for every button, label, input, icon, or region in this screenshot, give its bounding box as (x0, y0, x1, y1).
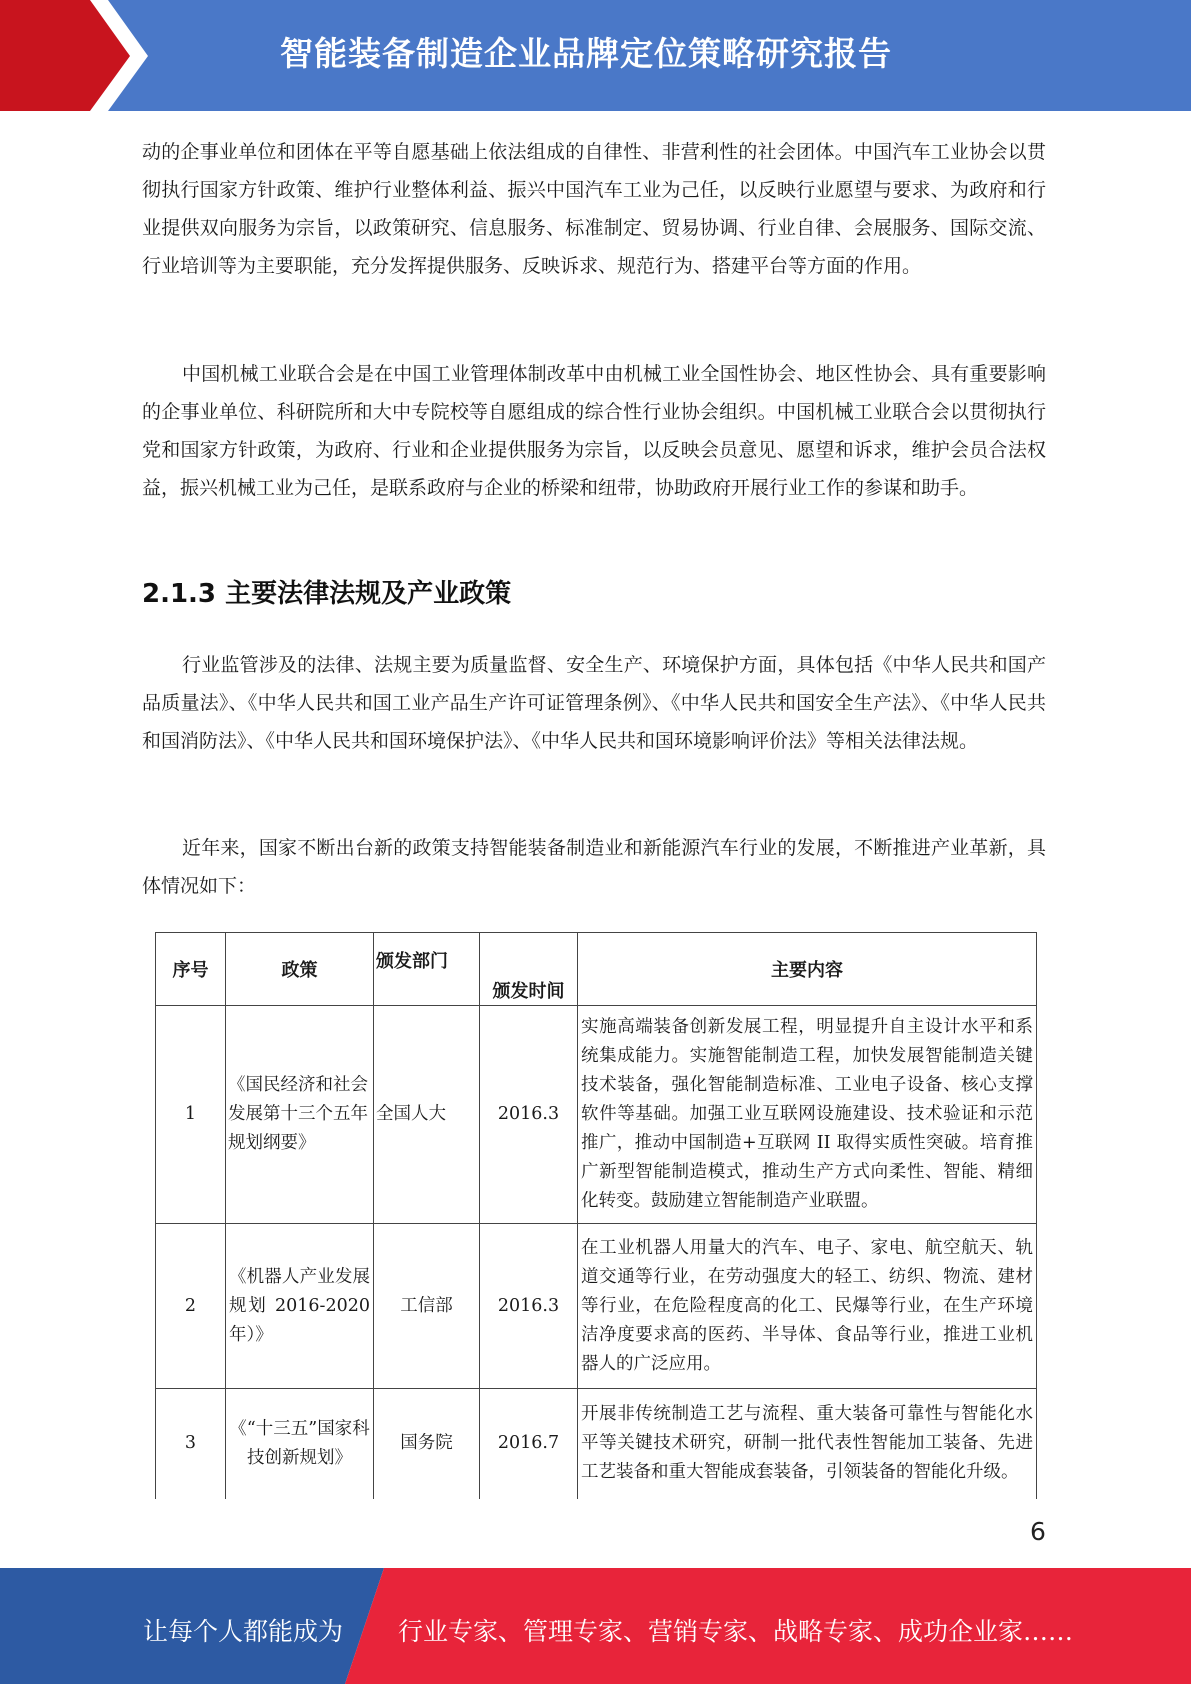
table-row (156, 1224, 1037, 1389)
row-no: 1 (156, 1006, 226, 1224)
row-date: 2016.3 (480, 1224, 578, 1389)
row-dept: 国务院 (374, 1389, 480, 1499)
row-dept: 工信部 (374, 1224, 480, 1389)
paragraph-policy-intro: 近年来，国家不断出台新的政策支持智能装备制造业和新能源汽车行业的发展，不断推进产业革新，具体情况如下： (142, 837, 1046, 897)
table-header-row (156, 933, 1037, 1006)
header-dept: 颁发部门 (374, 933, 480, 1006)
page-header-banner (0, 0, 1191, 111)
row-date: 2016.7 (480, 1389, 578, 1499)
page-footer-banner (0, 1568, 1191, 1684)
footer-slogan-right: 行业专家、管理专家、营销专家、战略专家、成功企业家…… (398, 1617, 1074, 1646)
row-policy: 《机器人产业发展规划 2016-2020 年）》 (226, 1224, 374, 1389)
footer-slogan-left: 让每个人都能成为 (143, 1617, 344, 1646)
row-policy: 《“十三五”国家科技创新规划》 (226, 1389, 374, 1499)
table-row (156, 1006, 1037, 1224)
row-content: 开展非传统制造工艺与流程、重大装备可靠性与智能化水平等关键技术研究，研制一批代表性智能加工装备、先进工艺装备和重大智能成套装备，引领装备的智能化升级。 (578, 1389, 1037, 1499)
section-heading: 2.1.3 主要法律法规及产业政策 (142, 579, 512, 609)
table-row (156, 1389, 1037, 1499)
row-date: 2016.3 (480, 1006, 578, 1224)
policy-table (155, 932, 1037, 1499)
row-content: 在工业机器人用量大的汽车、电子、家电、航空航天、轨道交通等行业，在劳动强度大的轻工、纺织、物流、建材等行业，在危险程度高的化工、民爆等行业，在生产环境洁净度要求高的医药、半导体、食品等行业，推进工业机器人的广泛应用。 (578, 1224, 1037, 1389)
row-content: 实施高端装备创新发展工程，明显提升自主设计水平和系统集成能力。实施智能制造工程，加快发展智能制造关键技术装备，强化智能制造标准、工业电子设备、核心支撑软件等基础。加强工业互联网设施建设、技术验证和示范推广，推动中国制造+互联网 II 取得实质性突破。培育推广新型智能制造模式，推动生产方式向柔性、智能、精细化转变。鼓励建立智能制造产业联盟。 (578, 1006, 1037, 1224)
row-dept: 全国人大 (374, 1006, 480, 1224)
header-date: 颁发时间 (480, 933, 578, 1006)
paragraph-machinery-federation: 中国机械工业联合会是在中国工业管理体制改革中由机械工业全国性协会、地区性协会、具有重要影响的企事业单位、科研院所和大中专院校等自愿组成的综合性行业协会组织。中国机械工业联合会以贯彻执行党和国家方针政策，为政府、行业和企业提供服务为宗旨，以反映会员意见、愿望和诉求，维护会员合法权益，振兴机械工业为己任，是联系政府与企业的桥梁和纽带，协助政府开展行业工作的参谋和助手。 (142, 363, 1046, 499)
report-title: 智能装备制造企业品牌定位策略研究报告 (280, 34, 892, 73)
row-policy: 《国民经济和社会发展第十三个五年规划纲要》 (226, 1006, 374, 1224)
header-no: 序号 (156, 933, 226, 1006)
row-no: 2 (156, 1224, 226, 1389)
page-number: 6 (1030, 1517, 1046, 1546)
paragraph-laws: 行业监管涉及的法律、法规主要为质量监督、安全生产、环境保护方面，具体包括《中华人民共和国产品质量法》、《中华人民共和国工业产品生产许可证管理条例》、《中华人民共和国安全生产法》、《中华人民共和国消防法》、《中华人民共和国环境保护法》、《中华人民共和国环境影响评价法》等相关法律法规。 (142, 654, 1046, 752)
paragraph-auto-association: 动的企事业单位和团体在平等自愿基础上依法组成的自律性、非营利性的社会团体。中国汽车工业协会以贯彻执行国家方针政策、维护行业整体利益、振兴中国汽车工业为己任，以反映行业愿望与要求、为政府和行业提供双向服务为宗旨，以政策研究、信息服务、标准制定、贸易协调、行业自律、会展服务、国际交流、行业培训等为主要职能，充分发挥提供服务、反映诉求、规范行为、搭建平台等方面的作用。 (142, 141, 1046, 277)
row-no: 3 (156, 1389, 226, 1499)
header-policy: 政策 (226, 933, 374, 1006)
header-content: 主要内容 (578, 933, 1037, 1006)
